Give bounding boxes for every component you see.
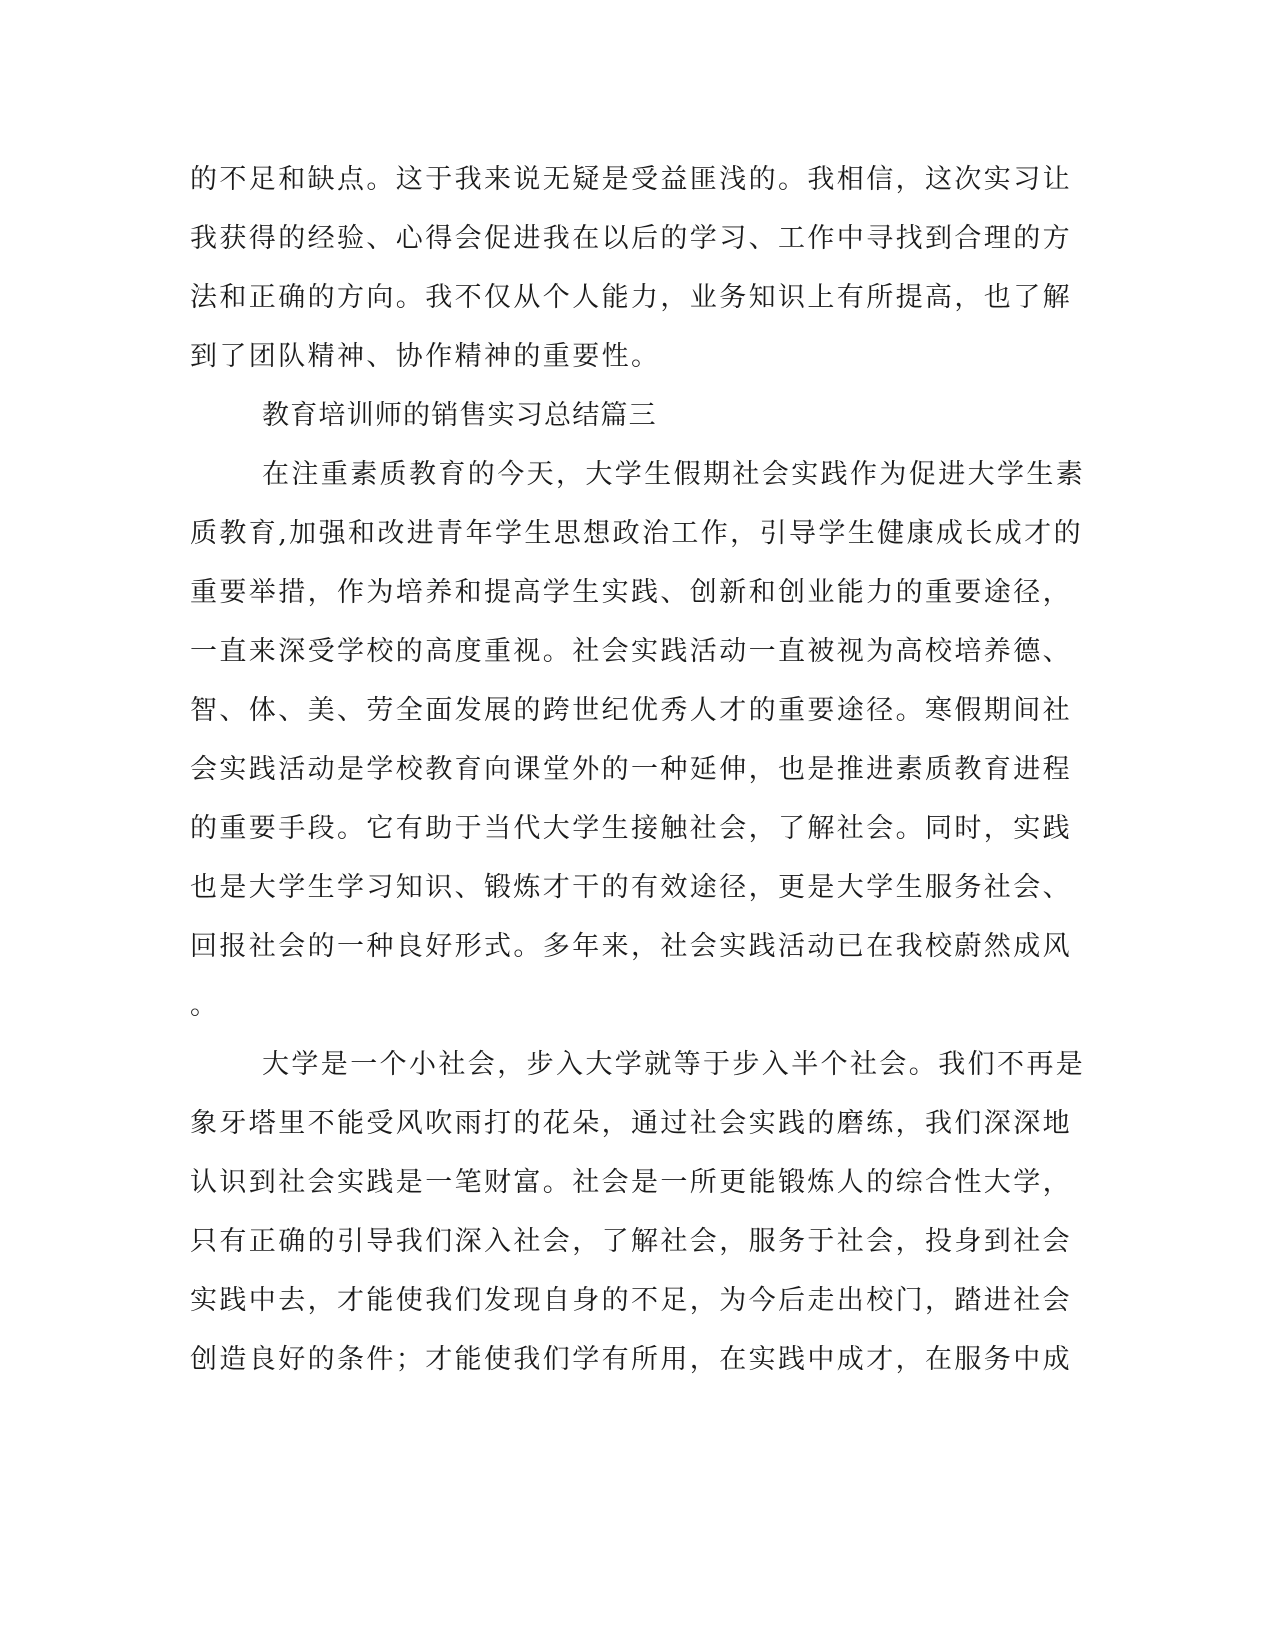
paragraph-2-line-10: 。 (190, 990, 220, 1021)
paragraph-3-line-5: 实践中去，才能使我们发现自身的不足，为今后走出校门，踏进社会 (190, 1285, 1072, 1316)
paragraph-1-line-2: 我获得的经验、心得会促进我在以后的学习、工作中寻找到合理的方 (190, 223, 1072, 254)
paragraph-3-line-4: 只有正确的引导我们深入社会，了解社会，服务于社会，投身到社会 (190, 1226, 1072, 1257)
paragraph-3-line-2: 象牙塔里不能受风吹雨打的花朵，通过社会实践的磨练，我们深深地 (190, 1108, 1072, 1139)
paragraph-2-line-3: 重要举措，作为培养和提高学生实践、创新和创业能力的重要途径， (190, 577, 1072, 608)
paragraph-1-line-1: 的不足和缺点。这于我来说无疑是受益匪浅的。我相信，这次实习让 (190, 164, 1072, 195)
paragraph-2-line-8: 也是大学生学习知识、锻炼才干的有效途径，更是大学生服务社会、 (190, 872, 1072, 903)
paragraph-2-line-9: 回报社会的一种良好形式。多年来，社会实践活动已在我校蔚然成风 (190, 931, 1072, 962)
section-title: 教育培训师的销售实习总结篇三 (262, 400, 657, 431)
paragraph-2-line-6: 会实践活动是学校教育向课堂外的一种延伸，也是推进素质教育进程 (190, 754, 1072, 785)
paragraph-2-line-5: 智、体、美、劳全面发展的跨世纪优秀人才的重要途径。寒假期间社 (190, 695, 1072, 726)
paragraph-1-line-4: 到了团队精神、协作精神的重要性。 (190, 341, 661, 372)
paragraph-2-line-4: 一直来深受学校的高度重视。社会实践活动一直被视为高校培养德、 (190, 636, 1072, 667)
paragraph-3-line-3: 认识到社会实践是一笔财富。社会是一所更能锻炼人的综合性大学， (190, 1167, 1072, 1198)
paragraph-2-line-7: 的重要手段。它有助于当代大学生接触社会，了解社会。同时，实践 (190, 813, 1072, 844)
paragraph-3-line-6: 创造良好的条件；才能使我们学有所用，在实践中成才，在服务中成 (190, 1344, 1072, 1375)
paragraph-2-line-1: 在注重素质教育的今天，大学生假期社会实践作为促进大学生素 (262, 459, 1086, 490)
paragraph-3-line-1: 大学是一个小社会，步入大学就等于步入半个社会。我们不再是 (262, 1049, 1086, 1080)
paragraph-2-line-2: 质教育,加强和改进青年学生思想政治工作，引导学生健康成长成才的 (190, 518, 1083, 549)
paragraph-1-line-3: 法和正确的方向。我不仅从个人能力，业务知识上有所提高，也了解 (190, 282, 1072, 313)
